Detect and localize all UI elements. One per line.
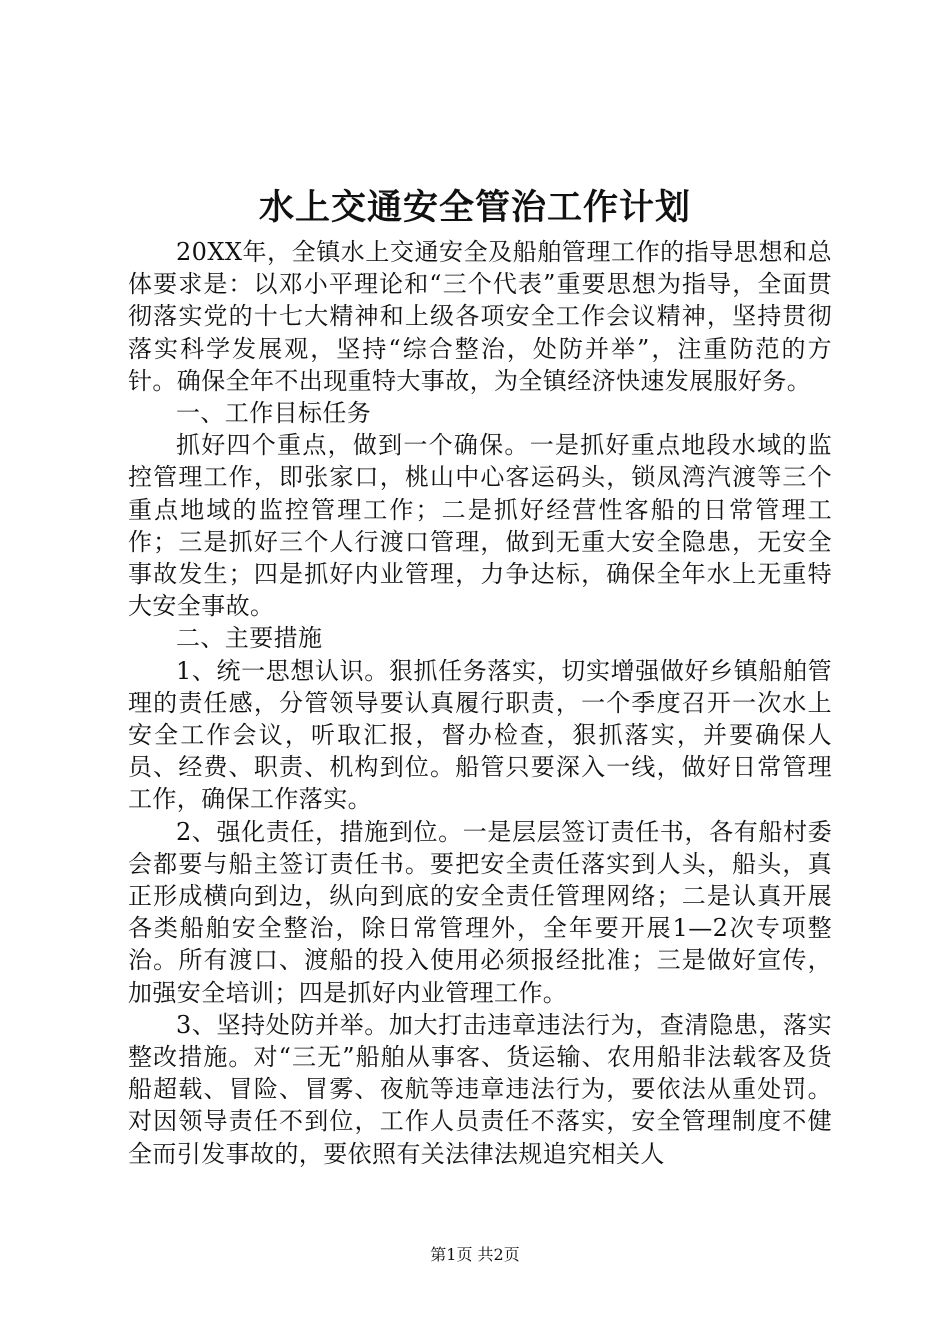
page-number-footer: 第1页 共2页: [430, 1245, 520, 1264]
intro-paragraph: 20XX年，全镇水上交通安全及船舶管理工作的指导思想和总体要求是：以邓小平理论和“三个代表”重要思想为指导，全面贯彻落实党的十七大精神和上级各项安全工作会议精神，坚持贯彻落实科学发展观，坚持“综合整治，处防并举”，注重防范的方针。确保全年不出现重特大事故，为全镇经济快速发展服好务。: [128, 238, 832, 395]
document-body: [128, 236, 832, 1170]
document-title: 水上交通安全管治工作计划: [258, 187, 691, 228]
goals-paragraph: 抓好四个重点，做到一个确保。一是抓好重点地段水域的监控管理工作，即张家口，桃山中心客运码头，锁凤湾汽渡等三个重点地域的监控管理工作；二是抓好经营性客船的日常管理工作；三是抓好三个人行渡口管理，做到无重大安全隐患，无安全事故发生；四是抓好内业管理，力争达标，确保全年水上无重特大安全事故。: [128, 431, 832, 621]
section-heading-goals: 一、工作目标任务: [176, 399, 372, 428]
measure-paragraph-1: 1、统一思想认识。狠抓任务落实，切实增强做好乡镇船舶管理的责任感，分管领导要认真履行职责，一个季度召开一次水上安全工作会议，听取汇报，督办检查，狠抓落实，并要确保人员、经费、职责、机构到位。船管只要深入一线，做好日常管理工作，确保工作落实。: [128, 656, 832, 814]
section-heading-measures: 二、主要措施: [176, 624, 323, 653]
measure-paragraph-2: 2、强化责任，措施到位。一是层层签订责任书，各有船村委会都要与船主签订责任书。要把安全责任落实到人头，船头，真正形成横向到边，纵向到底的安全责任管理网络；二是认真开展各类船舶安全整治，除日常管理外，全年要开展1—2次专项整治。所有渡口、渡船的投入使用必须报经批准；三是做好宣传，加强安全培训；四是抓好内业管理工作。: [128, 817, 832, 1007]
measure-paragraph-3: 3、坚持处防并举。加大打击违章违法行为，查清隐患，落实整改措施。对“三无”船舶从事客、货运输、农用船非法载客及货船超载、冒险、冒雾、夜航等违章违法行为，要依法从重处罚。对因领导责任不到位，工作人员责任不落实，安全管理制度不健全而引发事故的，要依照有关法律法规追究相关人: [128, 1010, 832, 1168]
